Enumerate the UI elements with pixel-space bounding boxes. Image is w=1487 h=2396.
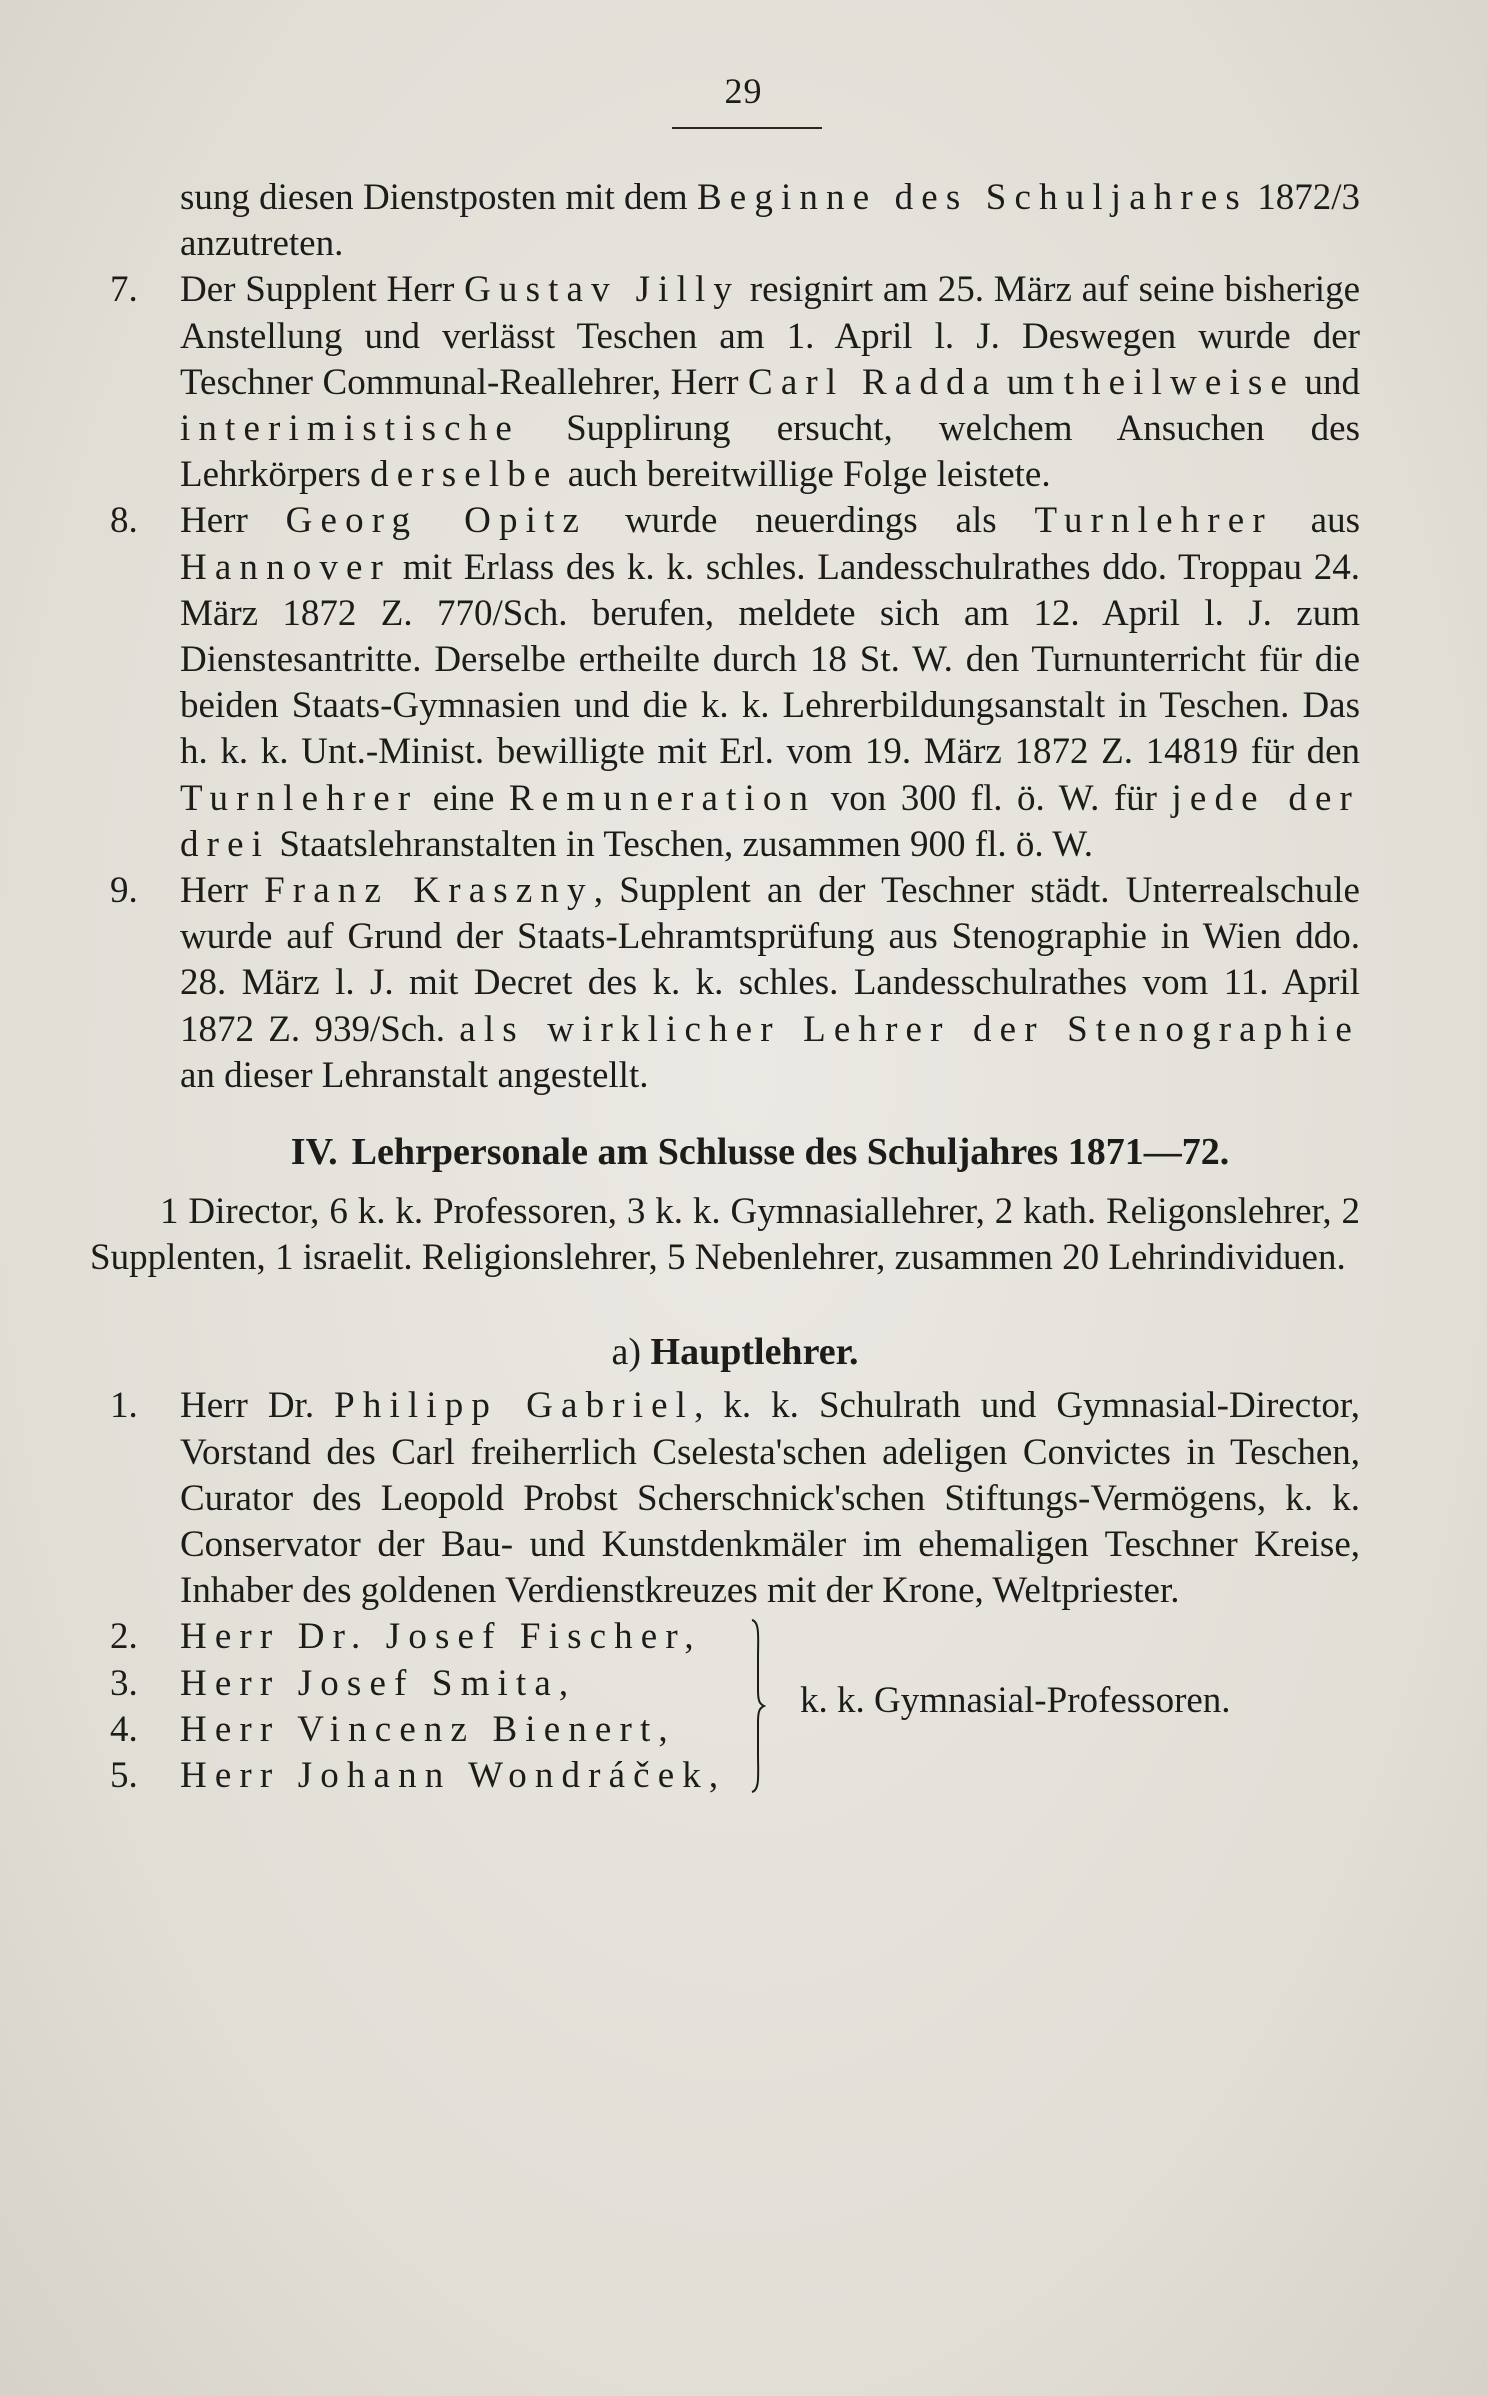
section-numeral: IV. [290, 1131, 338, 1174]
page-number-rule [672, 127, 822, 129]
list-item-9 [110, 868, 1360, 1099]
item-number: 9. [110, 870, 138, 912]
professors-group [110, 1614, 1360, 1799]
section-summary: 1 Director, 6 k. k. Professoren, 3 k. k. Gymnasiallehrer, 2 kath. Religonslehrer, 2 Supplenten, 1 israelit. Religionslehrer, 5 Nebenlehrer, zusammen 20 Lehrindividuen. [90, 1191, 1360, 1279]
section-heading [110, 1129, 1360, 1175]
item-number: 3. [110, 1662, 138, 1704]
item-number: 7. [110, 269, 138, 311]
intro-continuation: sung diesen Dienstposten mit dem Beginne des Schuljahres 1872/3 anzutreten. [180, 177, 1361, 265]
item-text: Herr Georg Opitz wurde neuerdings als Turnlehrer aus Hannover mit Erlass des k. k. schles. Landesschulrathes ddo. Troppau 24. März 1872 Z. 770/Sch. berufen, meldete sich am 12. April l. J. zum Dienstesantritte. Derselbe ertheilte durch 18 St. W. den Turnunterricht für die beiden Staats-Gymnasien und die k. k. Lehrerbildungsanstalt in Teschen. Das h. k. k. Unt.-Minist. bewilligte mit Erl. vom 19. März 1872 Z. 14819 für den Turnlehrer eine Remuneration von 300 fl. ö. W. für jede der drei Staatslehranstalten in Teschen, zusammen 900 fl. ö. W. [180, 500, 1360, 865]
professor-name: Herr Johann Wondráček, [180, 1755, 727, 1797]
professors-label: k. k. Gymnasial-Professoren. [800, 1680, 1231, 1722]
professor-name: Herr Vincenz Bienert, [180, 1708, 676, 1750]
curly-brace-icon [750, 1618, 766, 1794]
professor-row [110, 1753, 1360, 1799]
teacher-entry-1 [110, 1383, 1360, 1614]
list-item-7 [110, 267, 1360, 498]
page-body [90, 175, 1361, 1799]
item-text: Der Supplent Herr Gustav Jilly resignirt am 25. März auf seine bisherige Anstellung und verlässt Teschen am 1. April l. J. Deswegen wurde der Teschner Communal-Reallehrer, Herr Carl Radda um theilweise und interimistische Supplirung ersucht, welchem Ansuchen des Lehrkörpers derselbe auch bereitwillige Folge leistete. [180, 269, 1361, 496]
subsection-label: a) [611, 1331, 642, 1374]
section-title: Lehrpersonale am Schlusse des Schuljahres 1871—72. [351, 1131, 1230, 1174]
item-text: Herr Dr. Philipp Gabriel, k. k. Schulrath und Gymnasial-Director, Vorstand des Carl freiherrlich Cselesta'schen adeligen Convictes in Teschen, Curator des Leopold Probst Scherschnick'schen Stiftungs-Vermögens, k. k. Conservator der Bau- und Kunstdenkmäler im ehemaligen Teschner Kreise, Inhaber des goldenen Verdienstkreuzes mit der Krone, Weltpriester. [180, 1385, 1360, 1612]
list-item-8 [110, 498, 1360, 868]
professor-row [110, 1614, 1360, 1660]
subsection-title: Hauptlehrer. [650, 1331, 859, 1374]
subsection-heading [110, 1329, 1360, 1375]
professor-name: Herr Dr. Josef Fischer, [180, 1616, 702, 1658]
item-number: 5. [110, 1755, 138, 1797]
page-number: 29 [724, 71, 763, 111]
item-number: 1. [110, 1385, 138, 1427]
professor-name: Herr Josef Smita, [180, 1662, 577, 1704]
item-number: 2. [110, 1616, 138, 1658]
item-text: Herr Franz Kraszny, Supplent an der Teschner städt. Unterrealschule wurde auf Grund der Staats-Lehramtsprüfung aus Stenographie in Wien ddo. 28. März l. J. mit Decret des k. k. schles. Landesschulrathes vom 11. April 1872 Z. 939/Sch. als wirklicher Lehrer der Stenographie an dieser Lehranstalt angestellt. [180, 870, 1360, 1096]
item-number: 4. [110, 1708, 138, 1750]
item-number: 8. [110, 500, 138, 542]
